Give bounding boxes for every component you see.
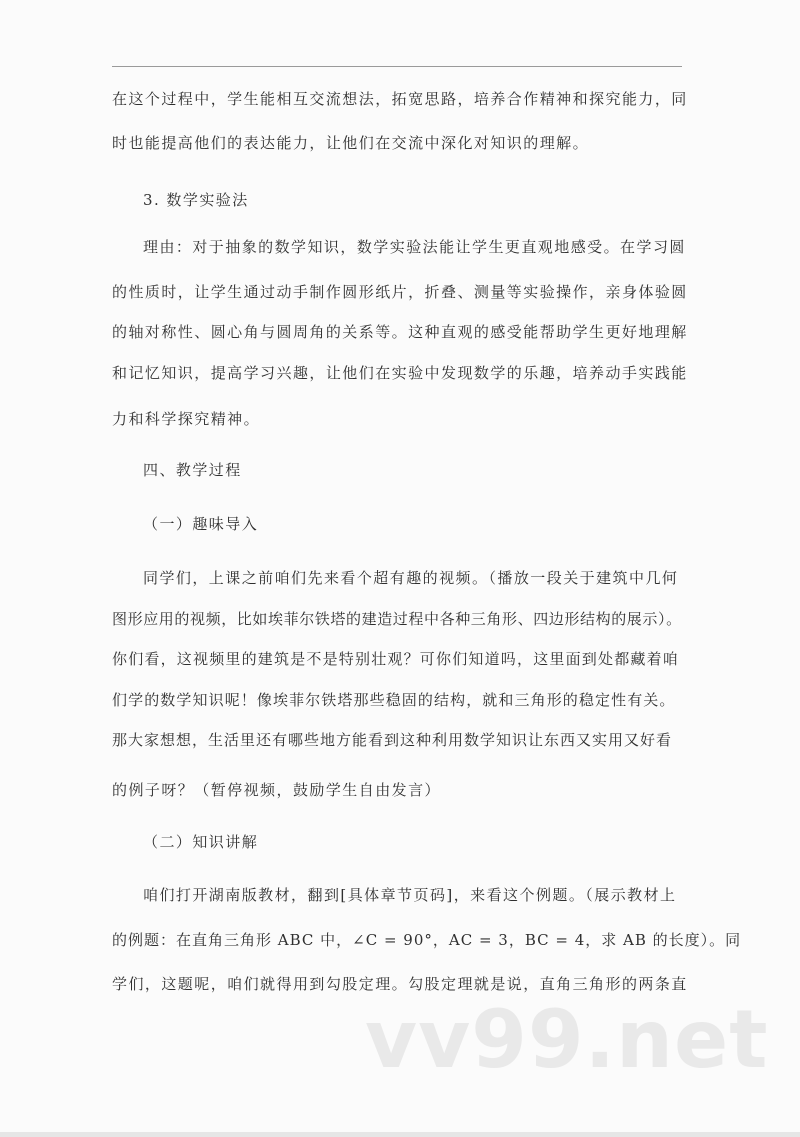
- paragraph-line: 和记忆知识，提高学习兴趣，让他们在实验中发现数学的乐趣，培养动手实践能: [112, 364, 688, 382]
- page-bottom-edge: [0, 1132, 800, 1137]
- subsection-heading: （一）趣味导入: [143, 515, 259, 533]
- paragraph-line: 的例题：在直角三角形 ABC 中，∠C = 90°，AC = 3，BC = 4，求 AB 的长度）。同: [112, 931, 742, 949]
- paragraph-line: 的轴对称性、圆心角与圆周角的关系等。这种直观的感受能帮助学生更好地理解: [112, 323, 688, 341]
- paragraph-line: 咱们打开湖南版教材，翻到[具体章节页码]，来看这个例题。（展示教材上: [143, 886, 677, 904]
- paragraph-line: 同学们，上课之前咱们先来看个超有趣的视频。（播放一段关于建筑中几何: [143, 569, 679, 587]
- watermark: vv99.net: [365, 993, 769, 1086]
- paragraph-line: 们学的数学知识呢！像埃菲尔铁塔那些稳固的结构，就和三角形的稳定性有关。: [112, 691, 676, 709]
- paragraph-line: 你们看，这视频里的建筑是不是特别壮观？可你们知道吗，这里面到处都藏着咱: [112, 650, 680, 668]
- section-heading: 3. 数学实验法: [143, 191, 249, 209]
- paragraph-line: 学们，这题呢，咱们就得用到勾股定理。勾股定理就是说，直角三角形的两条直: [112, 975, 688, 993]
- paragraph-line: 理由：对于抽象的数学知识，数学实验法能让学生更直观地感受。在学习圆: [143, 238, 686, 256]
- paragraph-line: 的例子呀？（暂停视频，鼓励学生自由发言）: [112, 781, 442, 799]
- paragraph-line: 在这个过程中，学生能相互交流想法，拓宽思路，培养合作精神和探究能力，同: [112, 90, 688, 108]
- paragraph-line: 图形应用的视频，比如埃菲尔铁塔的建造过程中各种三角形、四边形结构的展示）。: [112, 610, 682, 628]
- subsection-heading: （二）知识讲解: [143, 833, 259, 851]
- paragraph-line: 的性质时，让学生通过动手制作圆形纸片，折叠、测量等实验操作，亲身体验圆: [112, 283, 688, 301]
- header-rule: [112, 66, 682, 67]
- section-heading: 四、教学过程: [143, 461, 242, 479]
- paragraph-line: 力和科学探究精神。: [112, 410, 261, 428]
- paragraph-line: 那大家想想，生活里还有哪些地方能看到这种利用数学知识让东西又实用又好看: [112, 731, 673, 749]
- paragraph-line: 时也能提高他们的表达能力，让他们在交流中深化对知识的理解。: [112, 134, 590, 152]
